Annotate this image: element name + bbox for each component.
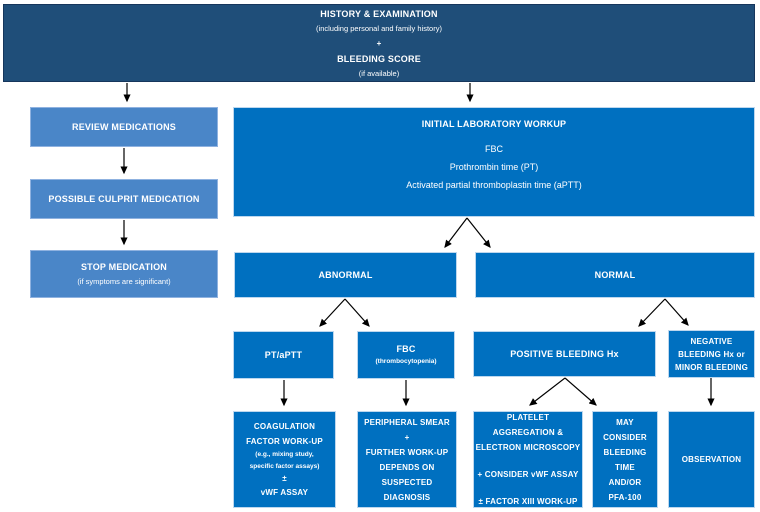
- initial-test-aptt: Activated partial thromboplastin time (aPTT): [406, 180, 582, 190]
- coagulation-title-1: COAGULATION: [253, 422, 316, 431]
- node-possible-culprit-medication: [30, 179, 218, 219]
- node-history-examination: [3, 4, 755, 82]
- coagulation-small-2: specific factor assays): [249, 463, 320, 470]
- initial-test-fbc: FBC: [485, 144, 503, 154]
- peripheral-line-2: +: [404, 432, 410, 442]
- history-title: HISTORY & EXAMINATION: [320, 8, 438, 19]
- node-stop-medication: [30, 250, 218, 298]
- node-negative-bleeding-hx: [668, 330, 755, 378]
- platelet-consider-vwf: + CONSIDER vWF ASSAY: [477, 470, 579, 479]
- stop-subtitle: (if symptoms are significant): [77, 277, 171, 286]
- platelet-line-2: AGGREGATION &: [492, 428, 564, 437]
- fbc-subtitle: (thrombocytopenia): [375, 357, 437, 365]
- peripheral-line-3: FURTHER WORK-UP: [365, 447, 449, 457]
- initial-test-pt: Prothrombin time (PT): [449, 162, 539, 172]
- if-available: (if available): [358, 68, 400, 78]
- may-line-3: BLEEDING: [603, 447, 647, 457]
- platelet-line-3: ELECTRON MICROSCOPY: [475, 443, 581, 452]
- node-coagulation-factor-workup: [233, 411, 336, 508]
- node-review-medications: [30, 107, 218, 147]
- peripheral-line-6: DIAGNOSIS: [383, 492, 431, 502]
- platelet-factor-xiii: ± FACTOR XIII WORK-UP: [478, 497, 578, 506]
- may-line-5: AND/OR: [608, 477, 642, 487]
- fbc-label: FBC: [396, 343, 416, 354]
- may-line-4: TIME: [615, 462, 635, 472]
- review-label: REVIEW MEDICATIONS: [72, 121, 176, 132]
- arrow-initial-normal: [467, 218, 490, 247]
- peripheral-line-5: SUSPECTED: [381, 477, 433, 487]
- arrow-normal-negative: [665, 299, 688, 325]
- bleeding-score: BLEEDING SCORE: [337, 53, 421, 64]
- pt-aptt-label: PT/aPTT: [264, 349, 303, 360]
- node-may-consider-bleeding-time: [592, 411, 658, 508]
- node-positive-bleeding-hx: [473, 331, 656, 377]
- node-abnormal: [234, 252, 457, 298]
- arrow-abnormal-fbc: [345, 299, 369, 326]
- arrow-positive-platelet: [530, 378, 565, 405]
- possible-label: POSSIBLE CULPRIT MEDICATION: [48, 193, 200, 204]
- arrow-initial-abnormal: [445, 218, 467, 247]
- node-normal: [475, 252, 755, 298]
- may-line-2: CONSIDER: [603, 432, 647, 442]
- negative-line-3: MINOR BLEEDING: [674, 362, 749, 372]
- platelet-line-1: PLATELET: [506, 413, 550, 422]
- may-line-1: MAY: [616, 417, 634, 427]
- node-initial-laboratory-workup: [233, 107, 755, 217]
- coagulation-small-1: (e.g., mixing study,: [255, 451, 314, 458]
- history-subtitle: (including personal and family history): [316, 23, 442, 33]
- arrow-abnormal-ptaptt: [320, 299, 345, 326]
- peripheral-line-4: DEPENDS ON: [379, 462, 435, 472]
- vwf-assay-label: vWF ASSAY: [260, 488, 309, 497]
- normal-label: NORMAL: [594, 269, 636, 280]
- plus-sign: +: [376, 38, 382, 48]
- negative-line-1: NEGATIVE: [690, 336, 733, 346]
- arrow-positive-may: [565, 378, 596, 405]
- node-peripheral-smear: [357, 411, 457, 508]
- observation-label: OBSERVATION: [681, 455, 742, 464]
- node-pt-aptt: [233, 331, 334, 379]
- initial-title: INITIAL LABORATORY WORKUP: [421, 119, 567, 129]
- node-fbc-thrombocytopenia: [357, 331, 455, 379]
- coagulation-title-2: FACTOR WORK-UP: [246, 437, 323, 446]
- node-observation: [668, 411, 755, 508]
- arrow-normal-positive: [639, 299, 665, 326]
- plus-minus-sign: ±: [282, 474, 287, 483]
- positive-label: POSITIVE BLEEDING Hx: [510, 348, 619, 359]
- node-platelet-aggregation: [473, 411, 583, 508]
- abnormal-label: ABNORMAL: [318, 269, 373, 280]
- stop-label: STOP MEDICATION: [80, 262, 167, 272]
- negative-line-2: BLEEDING Hx or: [678, 349, 745, 359]
- peripheral-line-1: PERIPHERAL SMEAR: [364, 417, 450, 427]
- may-line-6: PFA-100: [608, 492, 642, 502]
